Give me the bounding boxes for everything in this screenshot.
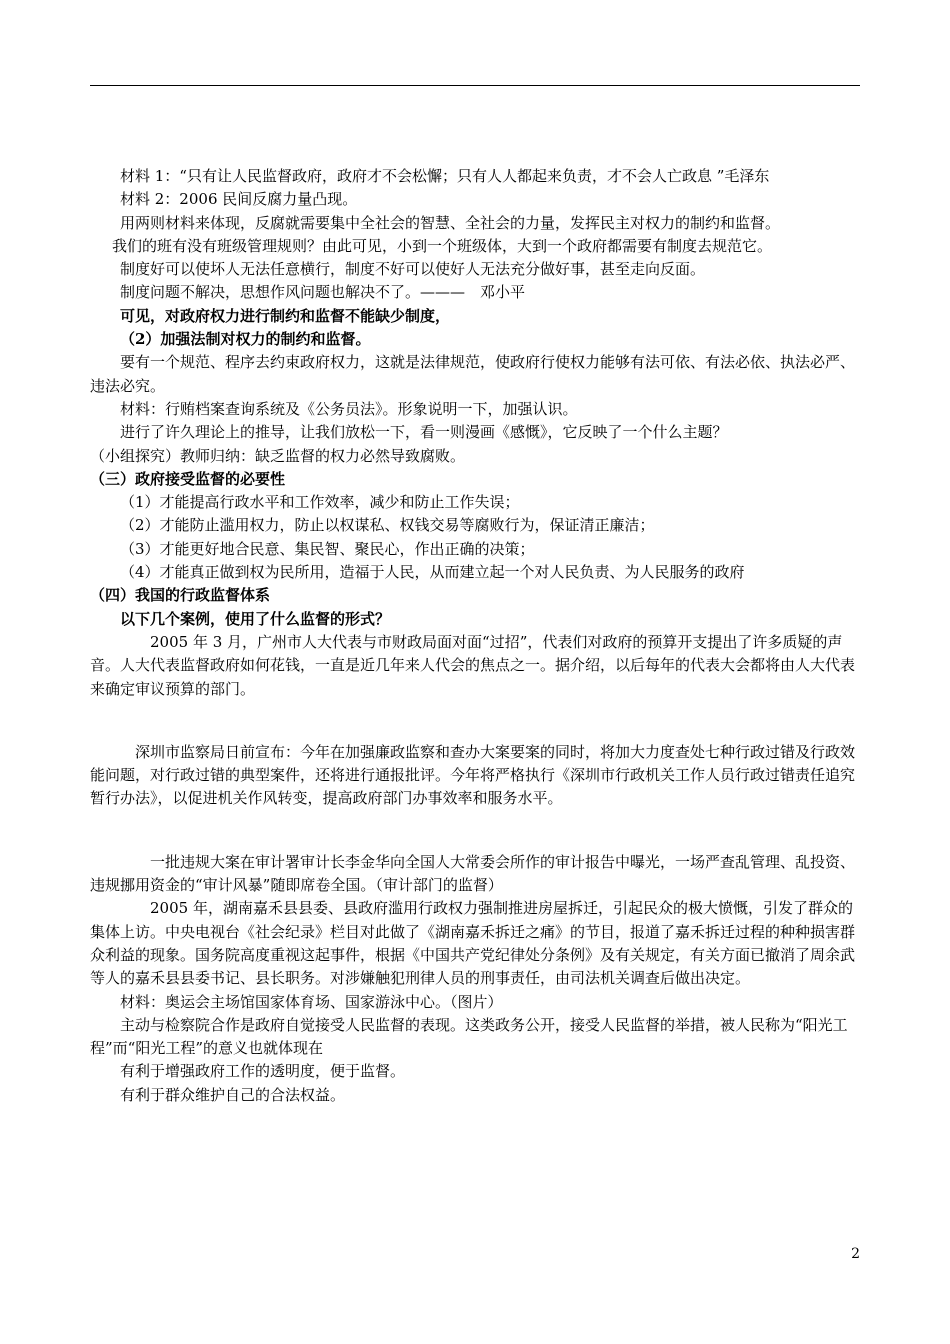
page-number: 2	[851, 1246, 860, 1262]
paragraph: 有利于增强政府工作的透明度，便于监督。	[120, 1062, 406, 1081]
section-heading-2: （2）加强法制对权力的制约和监督。	[120, 330, 371, 349]
quote-deng: 制度问题不解决，思想作风问题也解决不了。——— 邓小平	[120, 283, 526, 302]
paragraph: 制度好可以使坏人无法任意横行，制度不好可以使好人无法充分做好事，甚至走向反面。	[120, 260, 706, 279]
section-heading-4: （四）我国的行政监督体系	[90, 586, 271, 605]
material-olympics: 材料：奥运会主场馆国家体育场、国家游泳中心。（图片）	[120, 992, 503, 1011]
paragraph: 我们的班有没有班级管理规则？由此可见，小到一个班级体，大到一个政府都需要有制度去规范它。	[112, 236, 773, 255]
paragraph: 要有一个规范、程序去约束政府权力，这就是法律规范，使政府行使权力能够有法可依、有法必依、执法必严、违法必究。	[90, 353, 856, 395]
bold-statement: 可见，对政府权力进行制约和监督不能缺少制度，	[120, 306, 451, 325]
material-1: 材料 1：“只有让人民监督政府，政府才不会松懈；只有人人都起来负责，才不会人亡政息 ”毛泽东	[120, 167, 770, 185]
material-2: 材料 2：2006 民间反腐力量凸现。	[120, 190, 358, 209]
paragraph: 用两则材料来体现，反腐就需要集中全社会的智慧、全社会的力量，发挥民主对权力的制约和监督。	[120, 213, 781, 232]
header-rule	[90, 85, 860, 86]
case-jiahe: 2005 年，湖南嘉禾县县委、县政府滥用行政权力强制推进房屋拆迁，引起民众的极大愤慨，引发了群众的集体上访。中央电视台《社会纪录》栏目对此做了《湖南嘉禾拆迁之痛》的节目，报道了嘉禾拆迁过程的种种损害群众利益的现象。国务院高度重视这起事件，根据《中国共产党纪律处分条例》及有关规定，有关方面已撤消了周余武等人的嘉禾县县委书记、县长职务。对涉嫌触犯刑律人员的刑事责任，由司法机关调查后做出决定。	[90, 899, 856, 988]
section-heading-3: （三）政府接受监督的必要性	[90, 469, 286, 488]
document-body	[90, 165, 860, 1107]
case-shenzhen: 深圳市监察局日前宣布：今年在加强廉政监察和查办大案要案的同时，将加大力度查处七种行政过错及行政效能问题，对行政过错的典型案件，还将进行通报批评。今年将严格执行《深圳市行政机关工作人员行政过错责任追究暂行办法》，以促进机关作风转变，提高政府部门办事效率和服务水平。	[90, 742, 856, 808]
list-item: （2）才能防止滥用权力，防止以权谋私、权钱交易等腐败行为，保证清正廉洁；	[120, 516, 655, 535]
case-guangzhou: 2005 年 3 月，广州市人大代表与市财政局面对面“过招”，代表们对政府的预算开支提出了许多质疑的声音。人大代表监督政府如何花钱，一直是近几年来人代会的焦点之一。据介绍，以后每年的代表大会都将由人大代表来确定审议预算的部门。	[90, 632, 856, 698]
list-item: （4）才能真正做到权为民所用，造福于人民，从而建立起一个对人民负责、为人民服务的政府	[120, 563, 745, 582]
list-item: （1）才能提高行政水平和工作效率，减少和防止工作失误；	[120, 493, 520, 512]
case-question: 以下几个案例，使用了什么监督的形式？	[120, 609, 391, 628]
list-item: （3）才能更好地合民意、集民智、聚民心，作出正确的决策；	[120, 539, 535, 558]
paragraph: 进行了许久理论上的推导，让我们放松一下，看一则漫画《感慨》，它反映了一个什么主题？	[120, 423, 728, 442]
paragraph: 有利于群众维护自己的合法权益。	[120, 1085, 346, 1104]
paragraph: 主动与检察院合作是政府自觉接受人民监督的表现。这类政务公开，接受人民监督的举措，被人民称为“阳光工程”而“阳光工程”的意义也就体现在	[90, 1015, 848, 1058]
paragraph: （小组探究）教师归纳：缺乏监督的权力必然导致腐败。	[90, 446, 466, 465]
case-audit: 一批违规大案在审计署审计长李金华向全国人大常委会所作的审计报告中曝光，一场严查乱管理、乱投资、违规挪用资金的“审计风暴”随即席卷全国。（审计部门的监督）	[90, 852, 856, 895]
paragraph: 材料：行贿档案查询系统及《公务员法》。形象说明一下，加强认识。	[120, 399, 578, 418]
